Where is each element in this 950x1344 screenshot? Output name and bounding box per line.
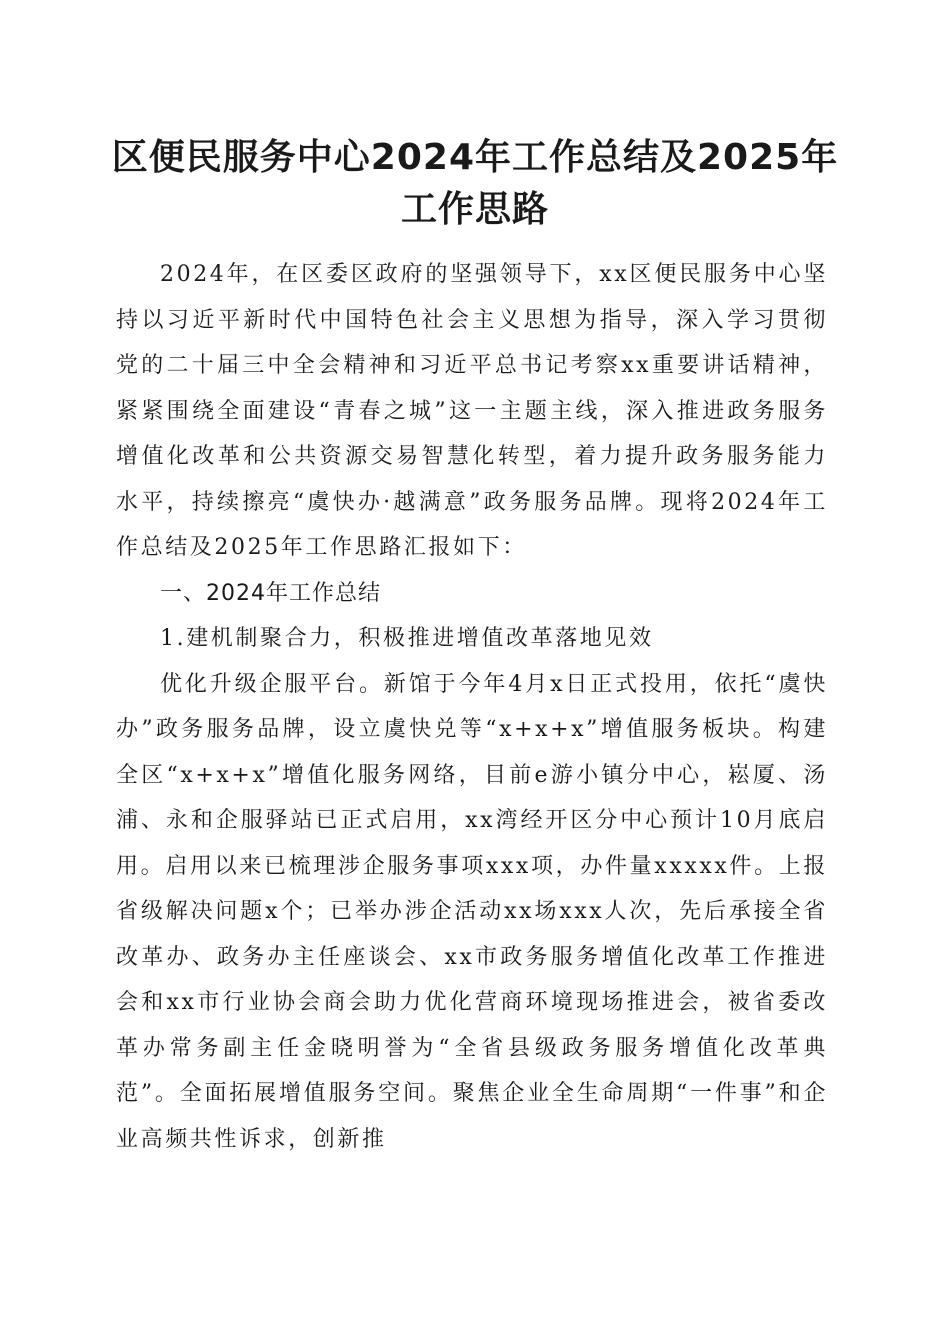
subsection-heading-mechanism: 1.建机制聚合力，积极推进增值改革落地见效: [160, 626, 654, 651]
body-paragraph-platform: 优化升级企服平台。新馆于今年4月x日正式投用，依托“虞快办”政务服务品牌，设立虞快兑等“x+x+x”增值服务板块。构建全区“x+x+x”增值化服务网络，目前e游小镇分中心，崧厦、汤浦、永和企服驿站已正式启用，xx湾经开区分中心预计10月底启用。启用以来已梳理涉企服务事项xxx项，办件量xxxxx件。上报省级解决问题x个；已举办涉企活动xx场xxx人次，先后承接全省改革办、政务办主任座谈会、xx市政务服务增值化改革工作推进会和xx市行业协会商会助力优化营商环境现场推进会，被省委改革办常务副主任金晓明誉为“全省县级政务服务增值化改革典范”。全面拓展增值服务空间。聚焦企业全生命周期“一件事”和企业高频共性诉求，创新推: [116, 671, 828, 1152]
document-body: [116, 252, 828, 1162]
intro-paragraph: 2024年，在区委区政府的坚强领导下，xx区便民服务中心坚持以习近平新时代中国特色社会主义思想为指导，深入学习贯彻党的二十届三中全会精神和习近平总书记考察xx重要讲话精神，紧紧围绕全面建设“青春之城”这一主题主线，深入推进政务服务增值化改革和公共资源交易智慧化转型，着力提升政务服务能力水平，持续擦亮“虞快办·越满意”政务服务品牌。现将2024年工作总结及2025年工作思路汇报如下：: [116, 262, 828, 560]
section-heading-work-summary: 一、2024年工作总结: [160, 580, 381, 606]
document-title: 区便民服务中心2024年工作总结及2025年工作思路: [111, 137, 839, 230]
